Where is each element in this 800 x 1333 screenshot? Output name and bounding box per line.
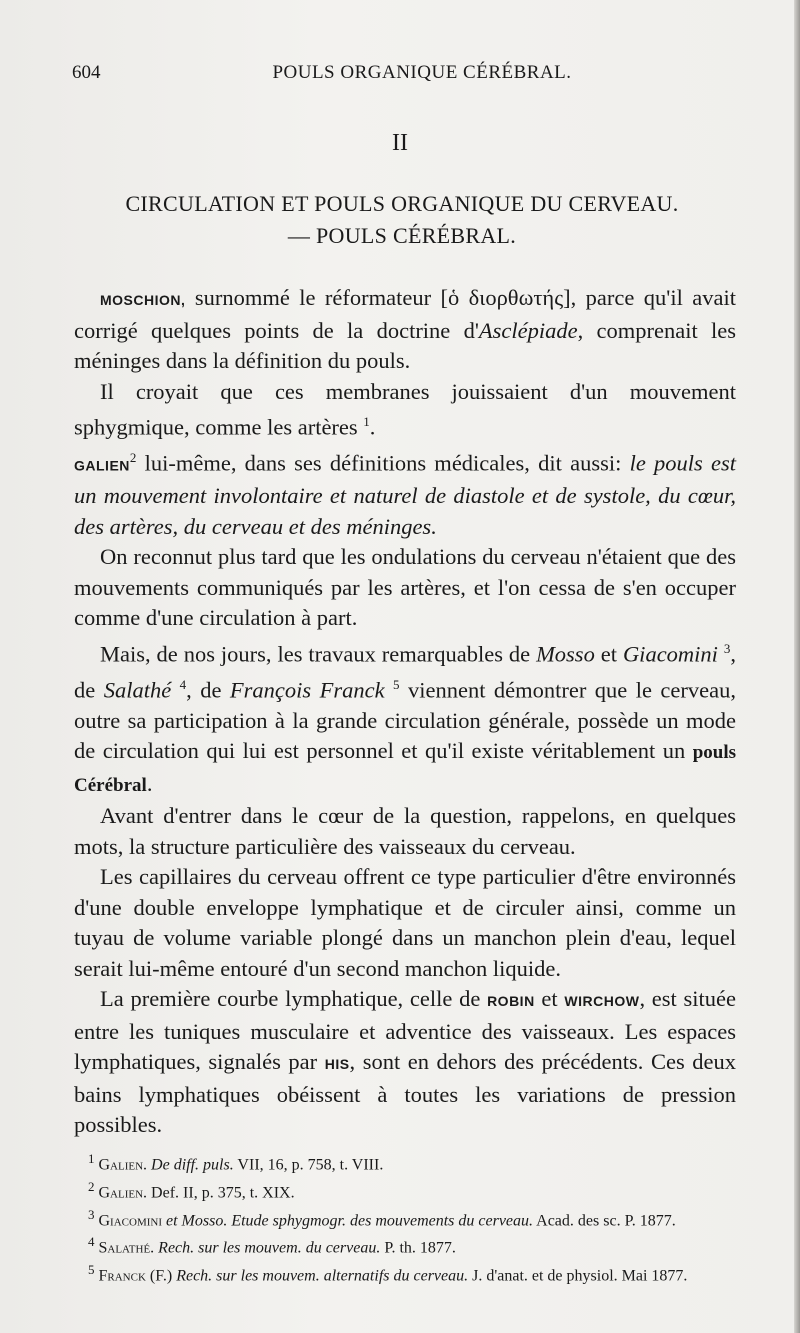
footnote-title: et Mosso. Etude sphygmogr. des mouvements du cerveau.	[162, 1211, 534, 1229]
page-number: 604	[72, 62, 101, 83]
paragraph-text: surnommé le réformateur [ὁ διορθωτής], parce qu'il avait corrigé quelques points de la doctrine d'	[74, 285, 736, 343]
footnote	[74, 1148, 736, 1176]
footnote-ref-info: VII, 16, p. 758, t. VIII.	[233, 1156, 384, 1174]
footnote-author: Franck (F.)	[98, 1267, 173, 1285]
italic-name: François Franck	[229, 677, 385, 702]
footnote	[74, 1259, 736, 1287]
author-name-robin: ROBIN	[487, 993, 535, 1009]
section-title-line-1: CIRCULATION ET POULS ORGANIQUE DU CERVEAU.	[125, 191, 679, 216]
paragraph-ondulations: On reconnut plus tard que les ondulations du cerveau n'étaient que des mouvements communiqués par les artères, et l'on cessa de s'en occuper comme d'une circulation à part.	[74, 544, 736, 630]
running-title: POULS ORGANIQUE CÉRÉBRAL.	[272, 62, 572, 83]
footnote-title: De diff. puls.	[151, 1156, 234, 1174]
footnote-mark: 4	[88, 1234, 95, 1250]
footnote	[74, 1231, 736, 1259]
paragraph-text: Il croyait que ces membranes jouissaient d'un mouvement sphygmique, comme les artères	[74, 378, 736, 440]
section-number: II	[392, 130, 408, 156]
footnote	[74, 1204, 736, 1232]
footnote-author: Giacomini	[98, 1211, 162, 1229]
paragraph-travaux	[74, 634, 736, 802]
paragraph-text: lui-même, dans ses définitions médicales, dit aussi:	[136, 450, 630, 476]
paragraph-text: , de	[186, 677, 230, 702]
footnote-mark: 2	[88, 1178, 95, 1194]
author-name-wirchow: WIRCHOW	[564, 993, 640, 1009]
footnote-ref-info: P. th. 1877.	[380, 1239, 456, 1257]
paragraph-text: .	[369, 414, 376, 440]
italic-name: Asclépiade	[478, 317, 578, 343]
italic-name: Mosso	[536, 641, 595, 666]
section-title	[72, 188, 732, 252]
body-text	[74, 283, 736, 1141]
paragraph-text: Mais, de nos jours, les travaux remarquables de	[100, 641, 537, 666]
paragraph-text: et	[594, 641, 623, 666]
footnote-ref-info: Acad. des sc. P. 1877.	[533, 1211, 676, 1229]
footnote	[74, 1176, 736, 1204]
footnote-author: Galien.	[98, 1184, 148, 1202]
paragraph-text: viennent démontrer que le cerveau, outre sa participation à la grande circulation générale, possède un mode de circulation qui lui est personnel et qu'il existe véritablement un	[74, 677, 736, 763]
paragraph-text: , de	[74, 641, 736, 702]
footnote-author: Galien.	[98, 1156, 148, 1174]
author-name-his: HIS	[324, 1056, 350, 1072]
italic-quote: le pouls est un mouvement involontaire et naturel de diastole et de systole, du cœur, des artères, du cerveau et des méninges.	[74, 450, 736, 539]
paragraph-avant: Avant d'entrer dans le cœur de la question, rappelons, en quelques mots, la structure particulière des vaisseaux du cerveau.	[74, 803, 736, 859]
footnote-mark: 1	[88, 1151, 95, 1166]
footnote-mark: 3	[88, 1206, 95, 1222]
footnote-ref: 2	[129, 450, 137, 465]
paragraph-text: , comprenait les méninges dans la définition du pouls.	[74, 317, 736, 373]
paragraph-text: .	[146, 770, 153, 796]
section-title-line-2: — POULS CÉRÉBRAL.	[287, 223, 517, 248]
paragraph-text: et	[534, 986, 565, 1011]
page-edge	[794, 0, 800, 1333]
author-name-galien: GALIEN	[74, 457, 130, 474]
footnote-author: Salathé.	[98, 1239, 155, 1257]
footnotes	[74, 1148, 736, 1287]
footnote-ref-info: J. d'anat. et de physiol. Mai 1877.	[468, 1267, 688, 1285]
paragraph-text: , sont en dehors des précédents. Ces deux bains lymphatiques obéissent à toutes les variations de pression possibles.	[74, 1049, 736, 1137]
paragraph-membranes	[74, 377, 736, 444]
footnote-mark: 5	[88, 1262, 95, 1278]
author-name-moschion: MOSCHION,	[100, 292, 186, 308]
footnote-ref-info: Def. II, p. 375, t. XIX.	[147, 1184, 295, 1202]
footnote-ref: 3	[723, 640, 731, 656]
bold-term: pouls Cérébral	[74, 742, 736, 796]
italic-name: Salathé	[103, 677, 172, 702]
italic-name: Giacomini	[622, 641, 718, 666]
footnote-title: Rech. sur les mouvem. du cerveau.	[154, 1239, 381, 1257]
paragraph-galien	[74, 443, 736, 542]
footnote-ref: 1	[363, 414, 370, 429]
footnote-ref: 5	[393, 676, 400, 692]
footnote-title: Rech. sur les mouvem. alternatifs du cerveau.	[172, 1267, 469, 1285]
paragraph-moschion	[74, 283, 736, 377]
paragraph-lymphatique	[74, 984, 736, 1141]
paragraph-text: La première courbe lymphatique, celle de	[100, 986, 488, 1011]
footnote-ref: 4	[179, 676, 187, 692]
paragraph-capillaires: Les capillaires du cerveau offrent ce type particulier d'être environnés d'une double enveloppe lymphatique et de circuler ainsi, comme un tuyau de volume variable plongé dans un manchon plein d'eau, lequel serait lui-même entouré d'un second manchon liquide.	[74, 864, 736, 981]
page-header	[72, 62, 732, 92]
paragraph-text: , est située entre les tuniques musculaire et adventice des vaisseaux. Les espaces lymphatiques, signalés par	[74, 986, 736, 1074]
